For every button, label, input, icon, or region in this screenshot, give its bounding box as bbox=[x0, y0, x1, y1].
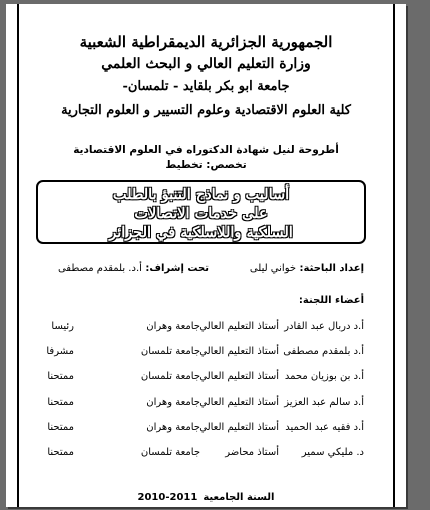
academic-year bbox=[20, 492, 392, 503]
member-role: ممتحنا bbox=[47, 371, 74, 382]
left-border-line bbox=[17, 4, 19, 507]
member-role: مشرفا bbox=[46, 346, 74, 357]
committee-label: أعضاء اللجنة: bbox=[298, 295, 364, 306]
member-role: ممتحنا bbox=[47, 397, 74, 408]
student-label: إعداد الباحثة: bbox=[299, 263, 364, 274]
member-name: أ.د دربال عبد القادر bbox=[284, 321, 364, 332]
thesis-title-box bbox=[36, 180, 366, 244]
member-rank: أستاذ التعليم العالي bbox=[199, 321, 279, 332]
committee-member-row bbox=[44, 422, 364, 436]
member-institution: جامعة وهران bbox=[146, 397, 200, 408]
title-line-1: أساليب و نماذج التنبؤ بالطلب bbox=[112, 186, 290, 203]
member-name: أ.د بن بوزيان محمد bbox=[284, 371, 364, 382]
academic-year-value: 2010-2011 bbox=[137, 492, 198, 503]
member-rank: أستاذ التعليم العالي bbox=[199, 371, 279, 382]
member-role: ممتحنا bbox=[47, 447, 74, 458]
committee-member-row bbox=[44, 397, 364, 411]
prepared-by-line bbox=[58, 263, 364, 274]
republic-heading: الجمهورية الجزائرية الديمقراطية الشعبية bbox=[79, 33, 333, 51]
document-page bbox=[6, 4, 406, 507]
ministry-heading: وزارة التعليم العالي و البحث العلمي bbox=[101, 56, 311, 72]
supervisor-name: أ.د. بلمقدم مصطفى bbox=[57, 263, 142, 274]
title-line-2: على خدمات الاتصالات bbox=[134, 205, 268, 222]
member-institution: جامعة تلمسان bbox=[140, 447, 200, 458]
committee-member-row bbox=[44, 321, 364, 335]
right-border-line bbox=[393, 4, 395, 507]
member-name: د. مليكي سمير bbox=[301, 447, 364, 458]
member-rank: أستاذ التعليم العالي bbox=[199, 397, 279, 408]
member-role: رئيسا bbox=[51, 321, 74, 332]
title-line-3: السلكية واللاسلكية في الجزائر bbox=[109, 224, 293, 241]
member-name: أ.د بلمقدم مصطفى bbox=[283, 346, 364, 357]
member-institution: جامعة وهران bbox=[146, 321, 200, 332]
faculty-heading: كلية العلوم الاقتصادية وعلوم التسيير و العلوم التجارية bbox=[61, 103, 351, 118]
committee-member-row bbox=[44, 447, 364, 461]
member-institution: جامعة تلمسان bbox=[140, 346, 200, 357]
university-heading: جامعة ابو بكر بلقايد - تلمسان- bbox=[122, 79, 290, 94]
member-institution: جامعة تلمسان bbox=[140, 371, 200, 382]
academic-year-label: السنة الجامعية bbox=[203, 492, 275, 503]
supervisor-label: تحت إشراف: bbox=[145, 263, 209, 274]
thesis-specialty: تخصص: تخطيط bbox=[165, 159, 247, 171]
student-name: خواني ليلى bbox=[249, 263, 297, 274]
member-role: ممتحنا bbox=[47, 422, 74, 433]
member-rank: أستاذ التعليم العالي bbox=[199, 422, 279, 433]
member-name: أ.د سالم عبد العزيز bbox=[284, 397, 364, 408]
committee-member-row bbox=[44, 346, 364, 360]
member-rank: أستاذ محاضر bbox=[225, 447, 279, 458]
member-institution: جامعة وهران bbox=[146, 422, 200, 433]
thesis-type: أطروحة لنيل شهادة الدكتوراه في العلوم الاقتصادية bbox=[73, 144, 339, 156]
member-rank: أستاذ التعليم العالي bbox=[199, 346, 279, 357]
committee-member-row bbox=[44, 371, 364, 385]
member-name: أ.د فقيه عبد الحميد bbox=[285, 422, 364, 433]
